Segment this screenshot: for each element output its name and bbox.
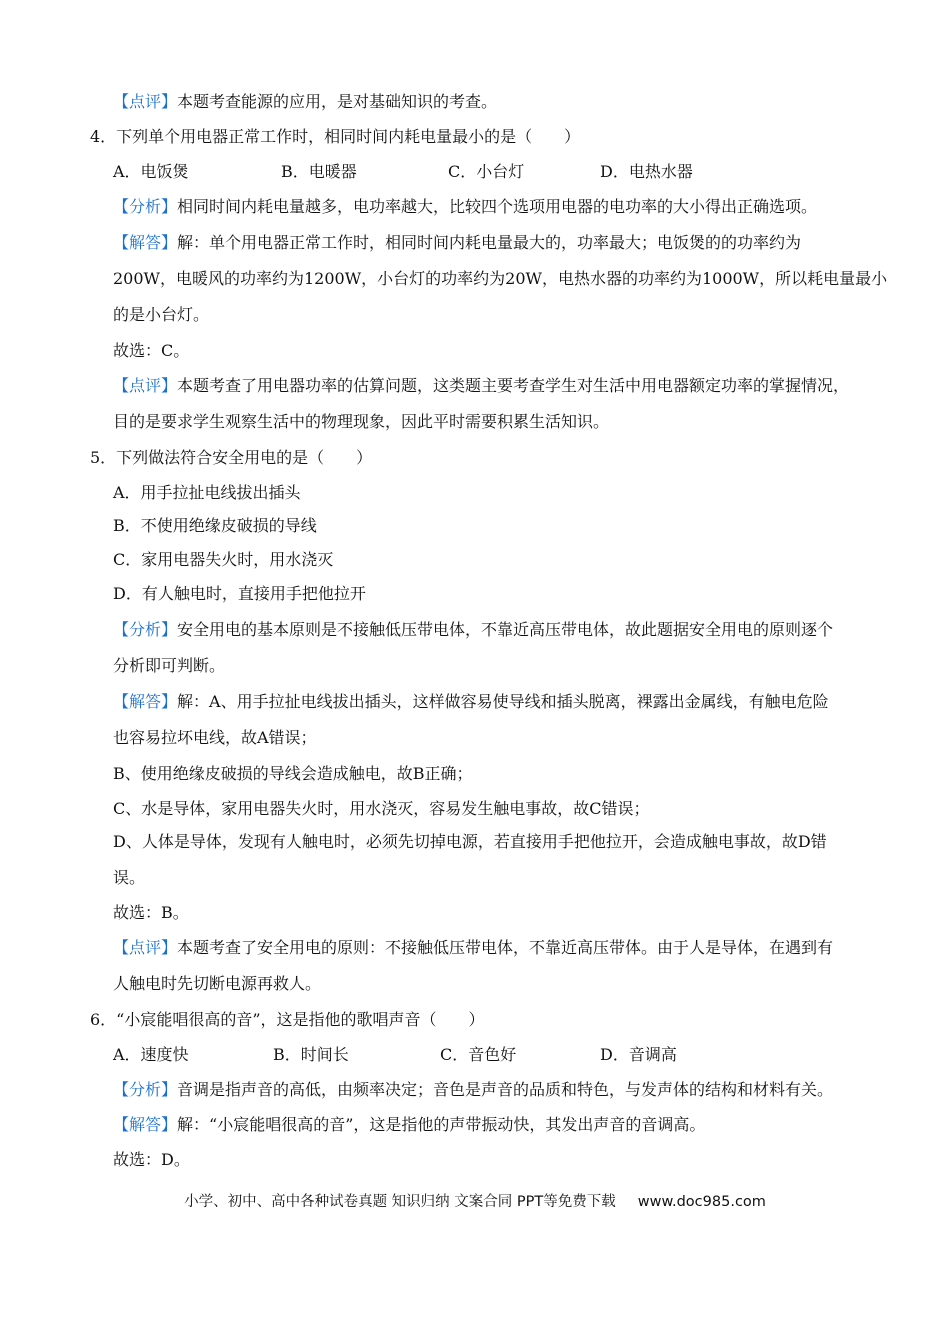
answer-text: 解：A、用手拉扯电线拔出插头，这样做容易使导线和插头脱离，裸露出金属线，有触电危险 (177, 692, 829, 711)
page-footer (0, 1190, 950, 1211)
footer-text: 小学、初中、高中各种试卷真题 知识归纳 文案合同 PPT等免费下载 (184, 1194, 616, 1210)
question-6-stem: 6．“小宸能唱很高的音”，这是指他的歌唱声音（ ） (90, 1010, 485, 1029)
q4-review-line-2: 目的是要求学生观察生活中的物理现象，因此平时需要积累生活知识。 (113, 412, 610, 431)
q6-analysis (113, 1079, 833, 1101)
analysis-text: 安全用电的基本原则是不接触低压带电体，不靠近高压带电体，故此题据安全用电的原则逐个 (177, 620, 834, 639)
q4-answer-line-1 (113, 232, 801, 254)
review-line (113, 91, 497, 113)
answer-tag: 【解答】 (113, 692, 178, 711)
q5-answer-line-3: B、使用绝缘皮破损的导线会造成触电，故B正确； (113, 764, 473, 783)
q5-answer-line-1 (113, 691, 829, 713)
q5-answer-line-5: D、人体是导体，发现有人触电时，必须先切掉电源，若直接用手把他拉开，会造成触电事故，故D错 (113, 832, 827, 851)
question-5-stem: 5．下列做法符合安全用电的是（ ） (90, 448, 373, 467)
q5-option-c: C．家用电器失火时，用水浇灭 (113, 550, 334, 569)
answer-tag: 【解答】 (113, 233, 178, 252)
q6-option-d: D．音调高 (600, 1045, 677, 1064)
footer-url[interactable]: www.doc985.com (637, 1194, 766, 1210)
q4-analysis (113, 196, 817, 218)
answer-text: 解：单个用电器正常工作时，相同时间内耗电量最大的，功率最大；电饭煲的的功率约为 (177, 233, 802, 252)
review-tag: 【点评】 (113, 938, 178, 957)
q6-answer (113, 1114, 705, 1136)
q4-option-b: B．电暖器 (281, 162, 357, 181)
review-text: 本题考查能源的应用，是对基础知识的考查。 (177, 92, 498, 111)
analysis-text: 相同时间内耗电量越多，电功率越大，比较四个选项用电器的电功率的大小得出正确选项。 (177, 197, 818, 216)
analysis-tag: 【分析】 (113, 620, 178, 639)
q5-analysis-line-2: 分析即可判断。 (113, 656, 226, 675)
q4-option-d: D．电热水器 (600, 162, 693, 181)
q4-choice: 故选：C。 (113, 341, 190, 360)
q5-review-line-1 (113, 937, 833, 959)
q5-option-d: D．有人触电时，直接用手把他拉开 (113, 584, 366, 603)
analysis-text: 音调是指声音的高低，由频率决定；音色是声音的品质和特色，与发声体的结构和材料有关。 (177, 1080, 834, 1099)
q6-option-b: B．时间长 (273, 1045, 349, 1064)
q4-answer-line-2: 200W，电暖风的功率约为1200W，小台灯的功率约为20W，电热水器的功率约为1000W，所以耗电量最小 (113, 269, 888, 288)
q6-choice: 故选：D。 (113, 1150, 190, 1169)
q5-analysis-line-1 (113, 619, 833, 641)
review-text: 本题考查了用电器功率的估算问题，这类题主要考查学生对生活中用电器额定功率的掌握情况， (177, 376, 850, 395)
q6-option-c: C．音色好 (440, 1045, 517, 1064)
answer-tag: 【解答】 (113, 1115, 178, 1134)
q4-answer-line-3: 的是小台灯。 (113, 305, 210, 324)
question-4-stem: 4．下列单个用电器正常工作时，相同时间内耗电量最小的是（ ） (90, 127, 581, 146)
q4-option-a: A．电饭煲 (113, 162, 189, 181)
q5-option-b: B．不使用绝缘皮破损的导线 (113, 516, 317, 535)
q5-answer-line-4: C、水是导体，家用电器失火时，用水浇灭，容易发生触电事故，故C错误； (113, 799, 650, 818)
q5-choice: 故选：B。 (113, 903, 189, 922)
review-tag: 【点评】 (113, 376, 178, 395)
q4-review-line-1 (113, 375, 849, 397)
q5-answer-line-6: 误。 (113, 868, 146, 887)
review-tag: 【点评】 (113, 92, 178, 111)
review-text: 本题考查了安全用电的原则：不接触低压带电体，不靠近高压带体。由于人是导体，在遇到有 (177, 938, 834, 957)
q4-option-c: C．小台灯 (448, 162, 525, 181)
q6-option-a: A．速度快 (113, 1045, 189, 1064)
analysis-tag: 【分析】 (113, 197, 178, 216)
q5-answer-line-2: 也容易拉坏电线，故A错误； (113, 728, 317, 747)
q5-option-a: A．用手拉扯电线拔出插头 (113, 483, 301, 502)
analysis-tag: 【分析】 (113, 1080, 178, 1099)
q5-review-line-2: 人触电时先切断电源再救人。 (113, 974, 322, 993)
answer-text: 解：“小宸能唱很高的音”，这是指他的声带振动快，其发出声音的音调高。 (177, 1115, 706, 1134)
